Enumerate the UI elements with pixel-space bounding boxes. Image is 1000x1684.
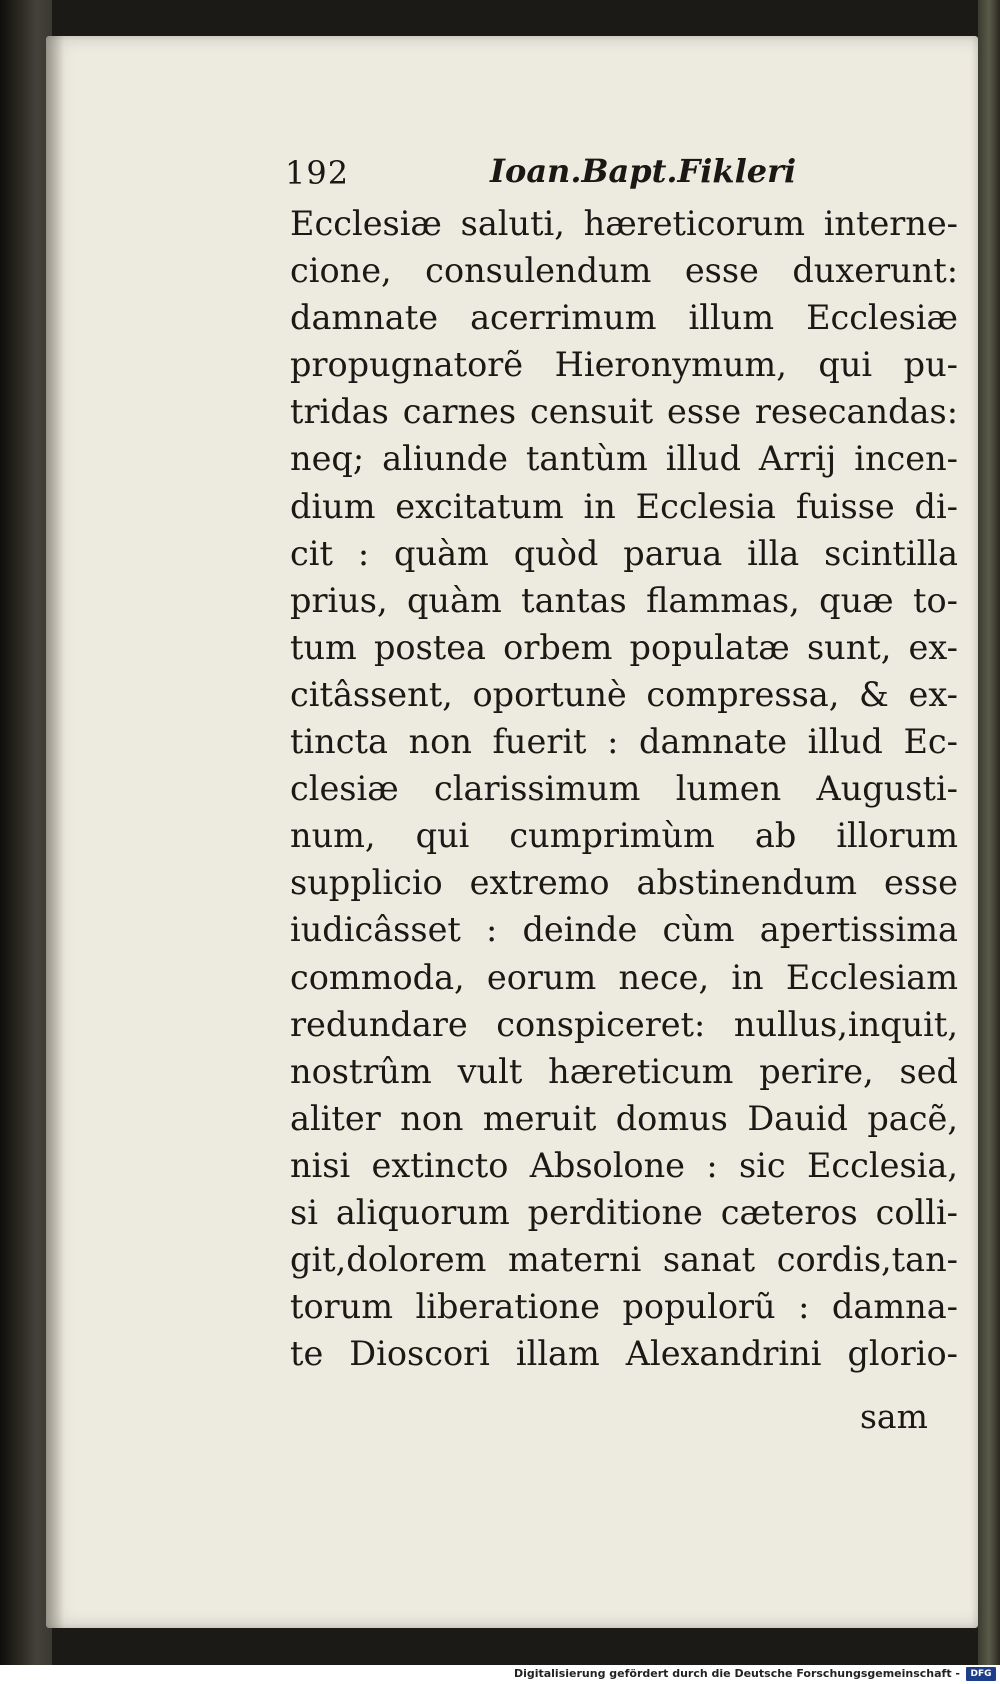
- page-gutter-shadow: [46, 36, 64, 1628]
- text-line: si aliquorum perditione cæteros colli-: [290, 1192, 958, 1232]
- text-line: redundare conspiceret: nullus,inquit,: [290, 1004, 958, 1044]
- text-line: torum liberatione populorũ : damna-: [290, 1287, 958, 1327]
- text-line: iudicâsset : deinde cùm apertissima: [290, 910, 958, 950]
- text-line: citâssent, oportunè compressa, & ex-: [290, 674, 958, 714]
- dfg-logo: DFG: [966, 1667, 996, 1681]
- catchword: sam: [860, 1397, 928, 1436]
- page-number: 192: [285, 154, 350, 192]
- text-line: cione, consulendum esse duxerunt:: [290, 251, 958, 291]
- text-line: nostrûm vult hæreticum perire, sed: [290, 1051, 958, 1091]
- text-line: tridas carnes censuit esse resecandas:: [290, 392, 958, 432]
- text-line: tincta non fuerit : damnate illud Ec-: [290, 722, 958, 762]
- text-line: clesiæ clarissimum lumen Augusti-: [290, 769, 958, 809]
- digitization-footer: [0, 1665, 1000, 1684]
- text-line: tum postea orbem populatæ sunt, ex-: [290, 627, 958, 667]
- text-line: num, qui cumprimùm ab illorum: [290, 816, 958, 856]
- text-line: dium excitatum in Ecclesia fuisse di-: [290, 486, 958, 526]
- page-header: [285, 148, 905, 196]
- text-line: damnate acerrimum illum Ecclesiæ: [290, 298, 958, 338]
- running-head: Ioan.Bapt.Fikleri: [490, 152, 797, 190]
- text-line: supplicio extremo abstinendum esse: [290, 863, 958, 903]
- text-line: cit : quàm quòd parua illa scintilla: [290, 533, 958, 573]
- body-text: [290, 200, 958, 1377]
- text-line: propugnatorẽ Hieronymum, qui pu-: [290, 345, 958, 385]
- text-line: prius, quàm tantas flammas, quæ to-: [290, 580, 958, 620]
- footer-credit: Digitalisierung gefördert durch die Deutsche Forschungsgemeinschaft -: [513, 1667, 960, 1680]
- text-line: aliter non meruit domus Dauid pacẽ,: [290, 1098, 958, 1138]
- text-line: git,dolorem materni sanat cordis,tan-: [290, 1240, 958, 1280]
- book-spine-edge: [0, 0, 52, 1665]
- text-line: Ecclesiæ saluti, hæreticorum interne-: [290, 204, 958, 243]
- text-line: nisi extincto Absolone : sic Ecclesia,: [290, 1145, 958, 1185]
- text-line: te Dioscori illam Alexandrini glorio-: [290, 1334, 958, 1374]
- text-line: neq; aliunde tantùm illud Arrij incen-: [290, 439, 958, 479]
- book-cover-edge: [978, 0, 1000, 1665]
- text-line: commoda, eorum nece, in Ecclesiam: [290, 957, 958, 997]
